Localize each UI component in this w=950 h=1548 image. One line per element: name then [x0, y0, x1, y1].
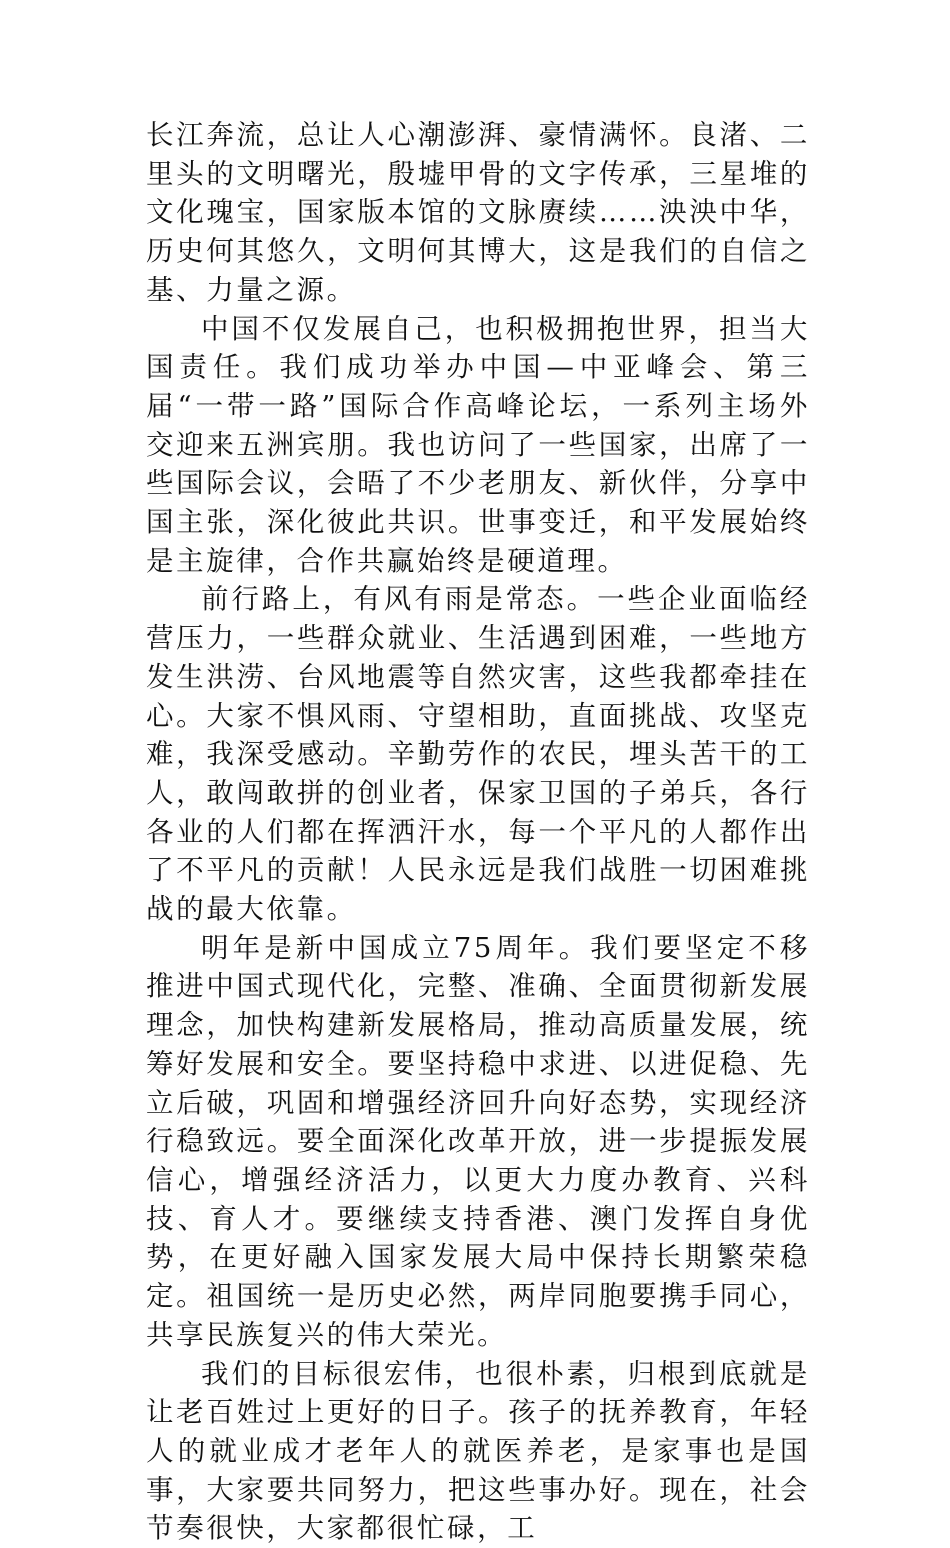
paragraph-1: 长江奔流，总让人心潮澎湃、豪情满怀。良渚、二里头的文明曙光，殷墟甲骨的文字传承，三星堆的文化瑰宝，国家版本馆的文脉赓续……泱泱中华，历史何其悠久，文明何其博大，这是我们的自信之基、力量之源。: [146, 116, 810, 310]
document-page: [146, 116, 810, 1548]
paragraph-2: 中国不仅发展自己，也积极拥抱世界，担当大国责任。我们成功举办中国—中亚峰会、第三届“一带一路”国际合作高峰论坛，一系列主场外交迎来五洲宾朋。我也访问了一些国家，出席了一些国际会议，会晤了不少老朋友、新伙伴，分享中国主张，深化彼此共识。世事变迁，和平发展始终是主旋律，合作共赢始终是硬道理。: [146, 310, 810, 581]
paragraph-5: 我们的目标很宏伟，也很朴素，归根到底就是让老百姓过上更好的日子。孩子的抚养教育，年轻人的就业成才老年人的就医养老，是家事也是国事，大家要共同努力，把这些事办好。现在，社会节奏很快，大家都很忙碌，工: [146, 1355, 810, 1548]
paragraph-4: 明年是新中国成立75周年。我们要坚定不移推进中国式现代化，完整、准确、全面贯彻新发展理念，加快构建新发展格局，推动高质量发展，统筹好发展和安全。要坚持稳中求进、以进促稳、先立后破，巩固和增强经济回升向好态势，实现经济行稳致远。要全面深化改革开放，进一步提振发展信心，增强经济活力，以更大力度办教育、兴科技、育人才。要继续支持香港、澳门发挥自身优势，在更好融入国家发展大局中保持长期繁荣稳定。祖国统一是历史必然，两岸同胞要携手同心，共享民族复兴的伟大荣光。: [146, 929, 810, 1355]
paragraph-3: 前行路上，有风有雨是常态。一些企业面临经营压力，一些群众就业、生活遇到困难，一些地方发生洪涝、台风地震等自然灾害，这些我都牵挂在心。大家不惧风雨、守望相助，直面挑战、攻坚克难，我深受感动。辛勤劳作的农民，埋头苦干的工人，敢闯敢拼的创业者，保家卫国的子弟兵，各行各业的人们都在挥洒汗水，每一个平凡的人都作出了不平凡的贡献！人民永远是我们战胜一切困难挑战的最大依靠。: [146, 580, 810, 928]
